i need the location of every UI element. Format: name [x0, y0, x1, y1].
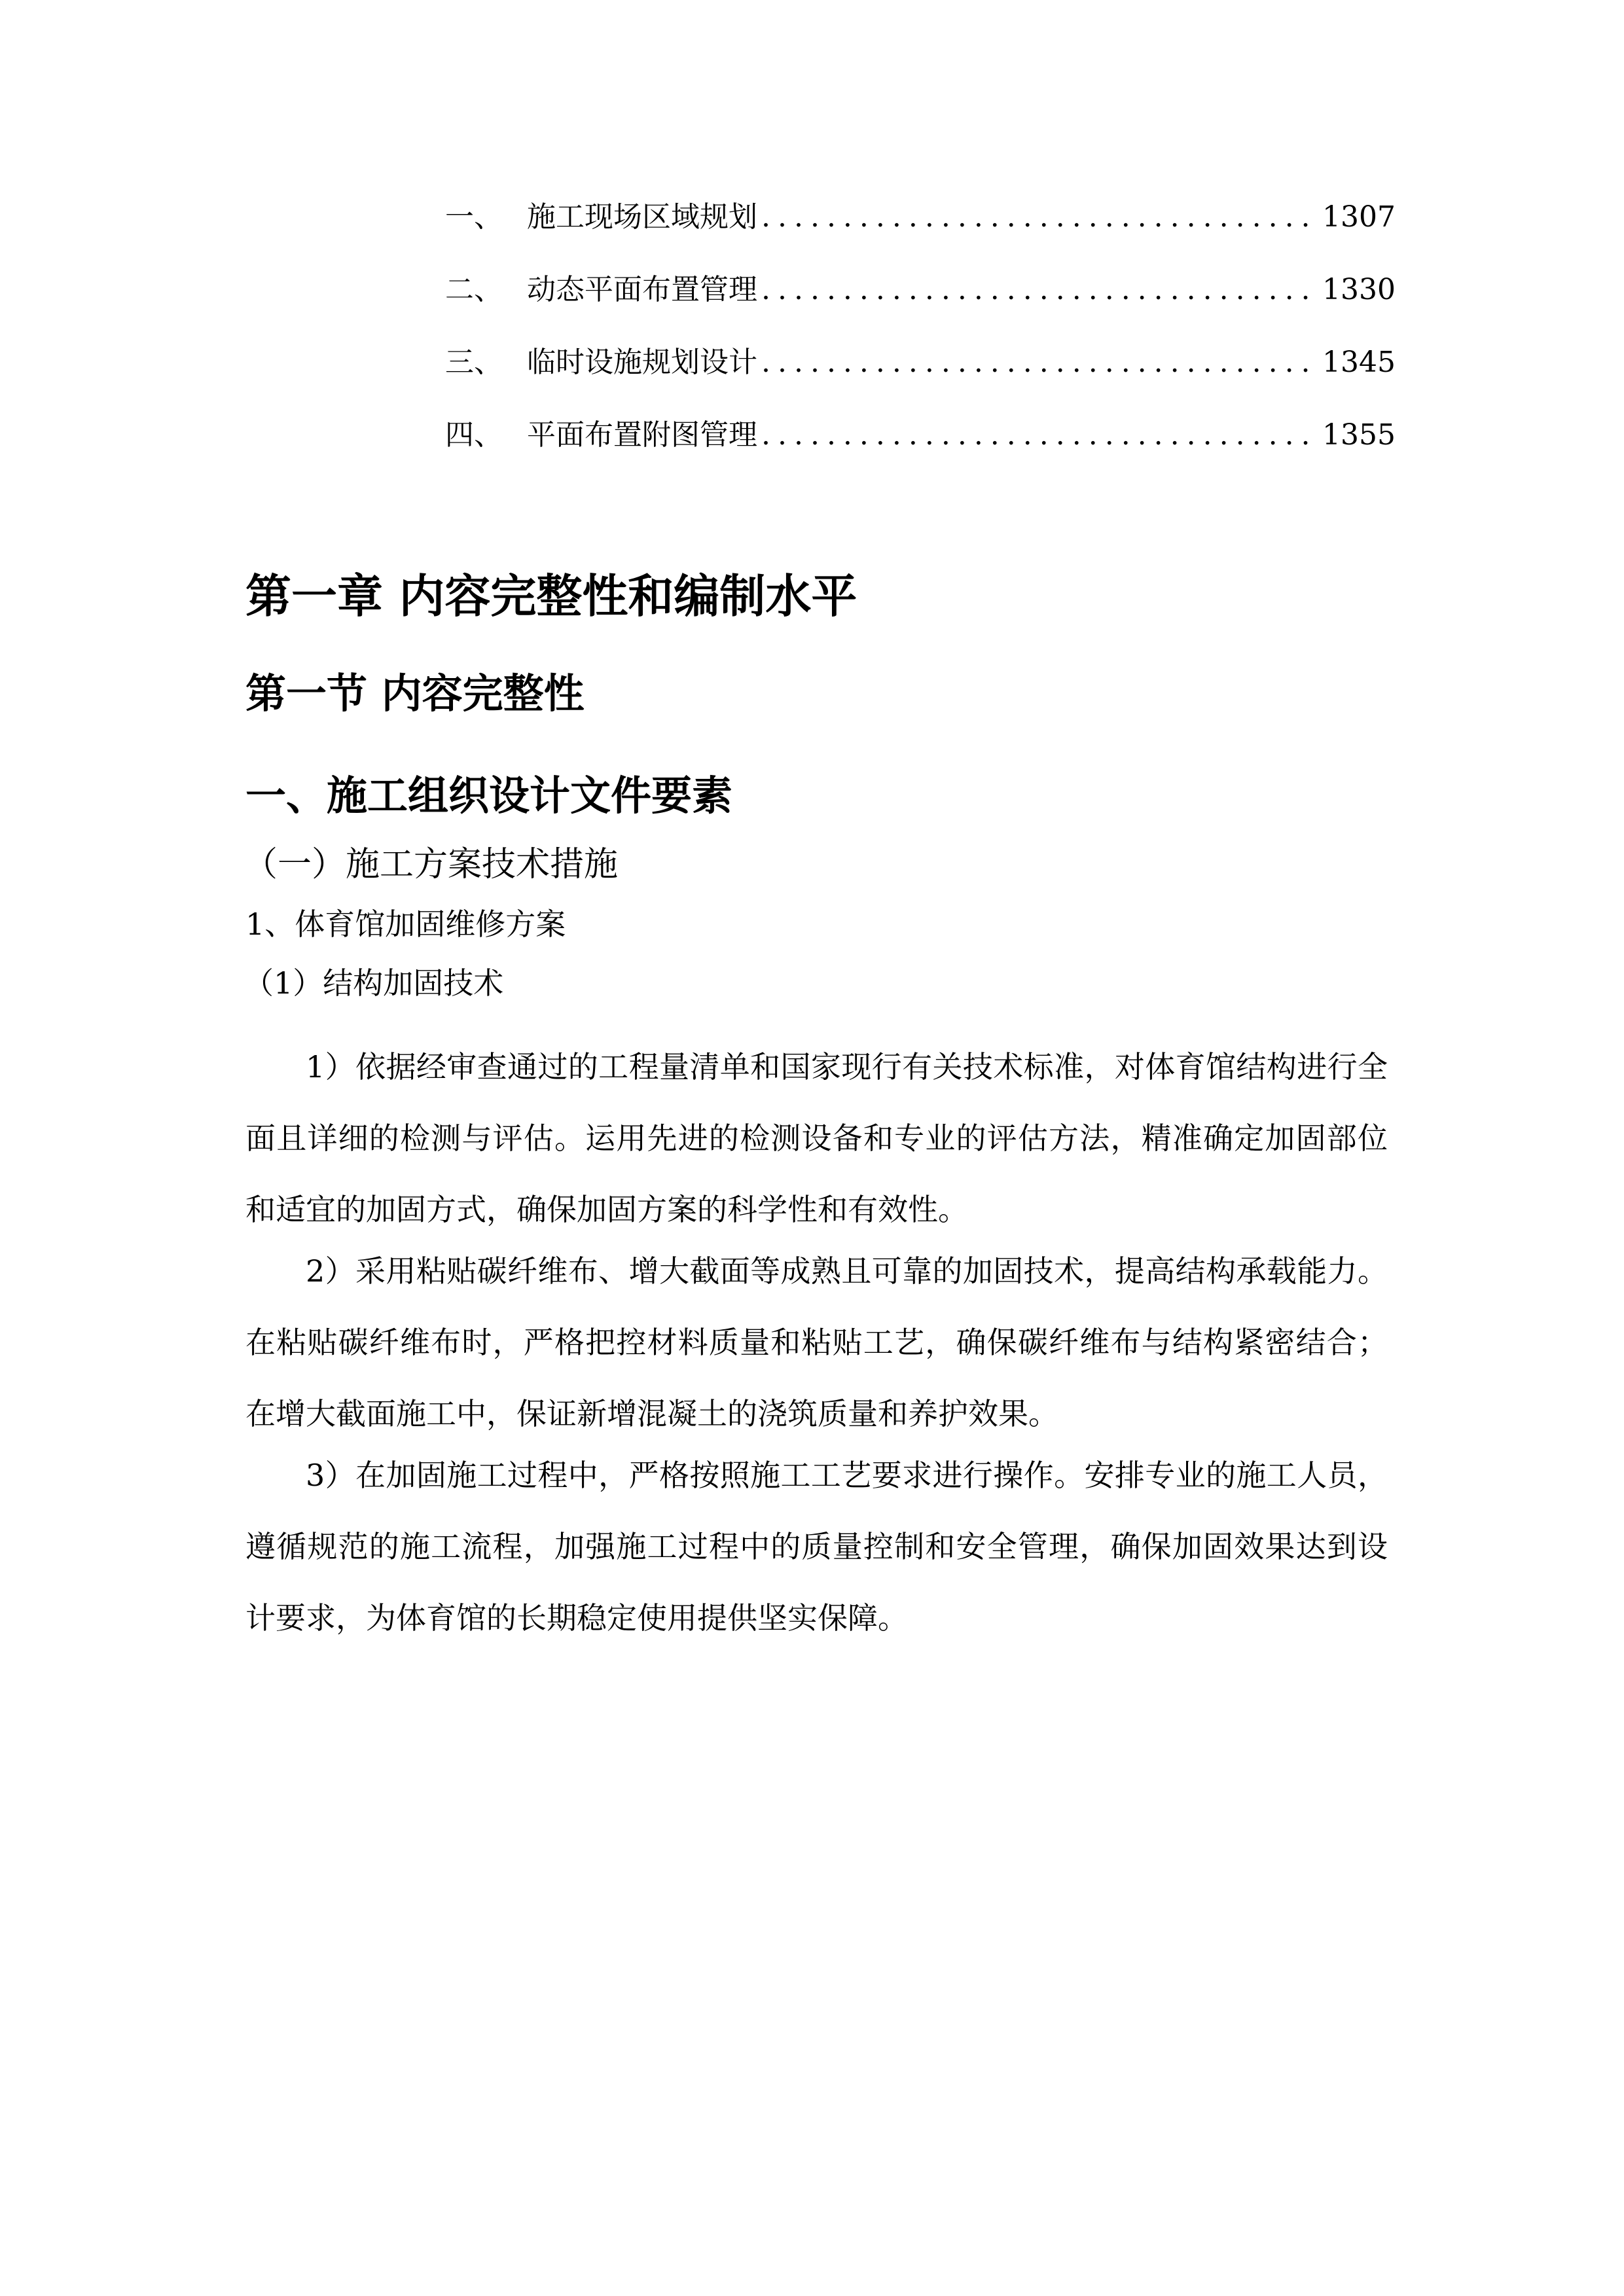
- toc-entry-title: 临时设施规划设计: [527, 346, 757, 379]
- body-paragraph: 3）在加固施工过程中，严格按照施工工艺要求进行操作。安排专业的施工人员，遵循规范的施工流程，加强施工过程中的质量控制和安全管理，确保加固效果达到设计要求，为体育馆的长期稳定使用提供坚实保障。: [245, 1458, 1388, 1636]
- toc-leader-dots: [761, 412, 1318, 458]
- toc-entry-page: 1355: [1322, 418, 1396, 452]
- heading-level-3: 1、体育馆加固维修方案: [245, 906, 566, 942]
- toc-entry-page: 1330: [1322, 273, 1396, 306]
- toc-leader-dots: [761, 194, 1318, 240]
- toc-entry-title: 施工现场区域规划: [527, 200, 757, 234]
- toc-entry[interactable]: [445, 340, 1396, 386]
- toc-leader-dots: [761, 340, 1318, 386]
- body-paragraph: 2）采用粘贴碳纤维布、增大截面等成熟且可靠的加固技术，提高结构承载能力。在粘贴碳纤维布时，严格把控材料质量和粘贴工艺，确保碳纤维布与结构紧密结合；在增大截面施工中，保证新增混凝土的浇筑质量和养护效果。: [245, 1253, 1388, 1431]
- toc-entry-number: 三、: [445, 346, 503, 379]
- toc-entry-page: 1307: [1322, 200, 1396, 234]
- toc-entry-number: 二、: [445, 273, 503, 306]
- toc-entry[interactable]: [445, 194, 1396, 240]
- toc-entry-page: 1345: [1322, 346, 1396, 379]
- toc-entry[interactable]: [445, 267, 1396, 313]
- toc-entry-number: 四、: [445, 418, 503, 452]
- toc-entry[interactable]: [445, 412, 1396, 458]
- heading-level-1: 一、施工组织设计文件要素: [245, 772, 733, 819]
- section-title: 第一节 内容完整性: [245, 670, 585, 717]
- heading-level-4: （1）结构加固技术: [244, 965, 504, 1001]
- body-paragraph: 1）依据经审查通过的工程量清单和国家现行有关技术标准，对体育馆结构进行全面且详细的检测与评估。运用先进的检测设备和专业的评估方法，精准确定加固部位和适宜的加固方式，确保加固方案的科学性和有效性。: [245, 1049, 1388, 1227]
- toc-entry-title: 动态平面布置管理: [527, 273, 757, 306]
- toc-entry-number: 一、: [445, 200, 503, 234]
- toc-leader-dots: [761, 267, 1318, 313]
- toc-entry-title: 平面布置附图管理: [527, 418, 757, 452]
- chapter-title: 第一章 内容完整性和编制水平: [245, 569, 857, 623]
- heading-level-2: （一）施工方案技术措施: [244, 845, 619, 884]
